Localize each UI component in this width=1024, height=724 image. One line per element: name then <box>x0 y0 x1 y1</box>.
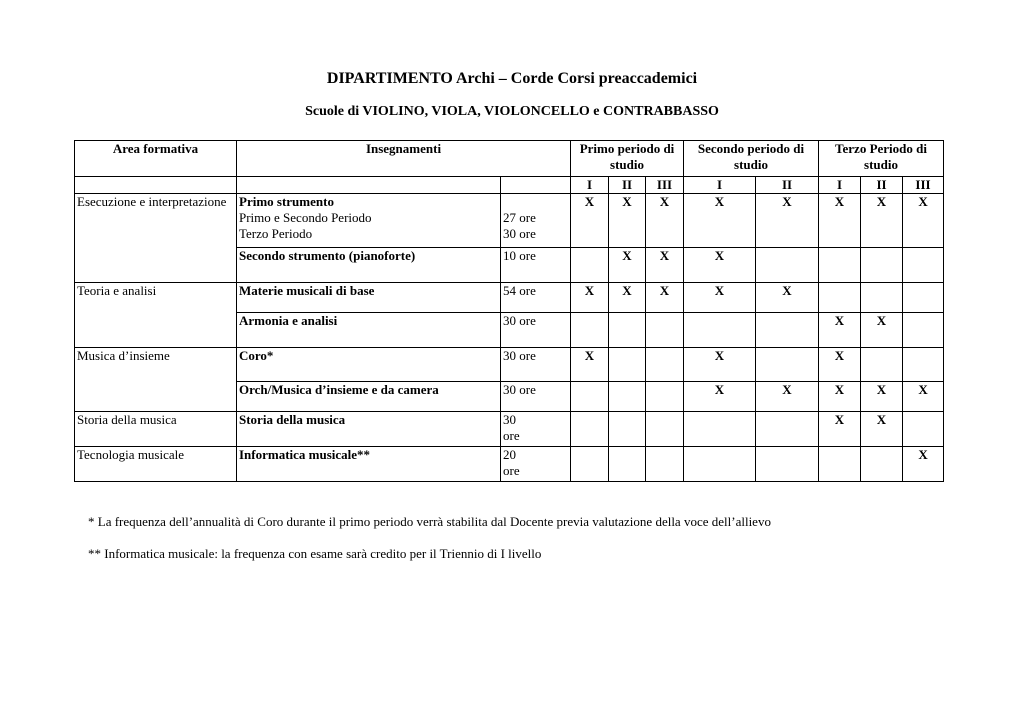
mark-cell <box>756 447 819 482</box>
years-row <box>75 177 944 194</box>
mark-cell <box>756 348 819 382</box>
course-name: Secondo strumento (pianoforte) <box>237 248 501 283</box>
header-insegnamenti: Insegnamenti <box>237 141 571 177</box>
mark-cell: X <box>571 283 609 313</box>
hours-value: 30 ore <box>503 226 536 241</box>
area-esecuzione: Esecuzione e interpretazione <box>75 194 237 283</box>
table-row <box>75 283 944 313</box>
course-sub: Terzo Periodo <box>239 226 313 241</box>
area-teoria: Teoria e analisi <box>75 283 237 348</box>
mark-cell <box>861 248 903 283</box>
mark-cell <box>571 382 609 412</box>
mark-cell: X <box>819 412 861 447</box>
mark-cell: X <box>684 248 756 283</box>
mark-cell <box>819 248 861 283</box>
hours-value: 30 ore <box>501 382 571 412</box>
mark-cell: X <box>861 382 903 412</box>
mark-cell <box>903 283 944 313</box>
hours-value <box>501 412 571 447</box>
mark-cell: X <box>571 348 609 382</box>
hours-text: 30 ore <box>503 412 520 443</box>
mark-cell <box>903 313 944 348</box>
course-name: Armonia e analisi <box>237 313 501 348</box>
mark-cell <box>819 447 861 482</box>
mark-cell: X <box>819 313 861 348</box>
hours-value: 30 ore <box>501 313 571 348</box>
header-area: Area formativa <box>75 141 237 177</box>
mark-cell <box>903 248 944 283</box>
area-musica-insieme: Musica d’insieme <box>75 348 237 412</box>
mark-cell <box>609 447 646 482</box>
course-name: Informatica musicale** <box>237 447 501 482</box>
mark-cell: X <box>684 348 756 382</box>
mark-cell <box>646 447 684 482</box>
mark-cell: X <box>571 194 609 248</box>
mark-cell <box>903 412 944 447</box>
course-name: Orch/Musica d’insieme e da camera <box>237 382 501 412</box>
mark-cell: X <box>861 412 903 447</box>
mark-cell <box>646 313 684 348</box>
mark-cell <box>646 348 684 382</box>
mark-cell <box>571 447 609 482</box>
header-row <box>75 141 944 177</box>
mark-cell: X <box>903 447 944 482</box>
year-label: II <box>861 177 903 194</box>
mark-cell <box>861 348 903 382</box>
header-secondo-periodo: Secondo periodo di studio <box>684 141 819 177</box>
table-row <box>75 412 944 447</box>
mark-cell <box>861 447 903 482</box>
year-label: I <box>819 177 861 194</box>
years-row-blank <box>75 177 237 194</box>
mark-cell <box>756 313 819 348</box>
years-row-blank <box>237 177 501 194</box>
mark-cell <box>609 313 646 348</box>
mark-cell <box>646 382 684 412</box>
footnote-informatica: ** Informatica musicale: la frequenza con esame sarà credito per il Triennio di I livello <box>88 546 542 561</box>
mark-cell: X <box>861 194 903 248</box>
years-row-blank <box>501 177 571 194</box>
mark-cell <box>609 412 646 447</box>
mark-cell <box>609 348 646 382</box>
year-label: III <box>646 177 684 194</box>
mark-cell <box>903 348 944 382</box>
mark-cell: X <box>756 283 819 313</box>
mark-cell: X <box>609 194 646 248</box>
year-label: III <box>903 177 944 194</box>
hours-value: 30 ore <box>501 348 571 382</box>
mark-cell <box>861 283 903 313</box>
year-label: II <box>756 177 819 194</box>
course-sub: Primo e Secondo Periodo <box>239 210 372 225</box>
area-storia: Storia della musica <box>75 412 237 447</box>
area-tecnologia: Tecnologia musicale <box>75 447 237 482</box>
course-name: Coro* <box>237 348 501 382</box>
mark-cell: X <box>861 313 903 348</box>
document-subtitle: Scuole di VIOLINO, VIOLA, VIOLONCELLO e CONTRABBASSO <box>305 104 719 119</box>
mark-cell: X <box>684 382 756 412</box>
mark-cell: X <box>609 248 646 283</box>
hours-value: 10 ore <box>501 248 571 283</box>
mark-cell: X <box>646 194 684 248</box>
course-name: Primo strumento <box>239 194 334 209</box>
hours-text: 20 ore <box>503 447 520 478</box>
mark-cell <box>756 248 819 283</box>
course-name: Materie musicali di base <box>237 283 501 313</box>
mark-cell: X <box>646 248 684 283</box>
header-terzo-periodo: Terzo Periodo di studio <box>819 141 944 177</box>
mark-cell: X <box>819 348 861 382</box>
course-name: Storia della musica <box>237 412 501 447</box>
mark-cell: X <box>609 283 646 313</box>
mark-cell <box>684 313 756 348</box>
mark-cell: X <box>646 283 684 313</box>
mark-cell <box>756 412 819 447</box>
table-row <box>75 447 944 482</box>
mark-cell <box>571 248 609 283</box>
mark-cell: X <box>819 194 861 248</box>
mark-cell <box>646 412 684 447</box>
document-title: DIPARTIMENTO Archi – Corde Corsi preaccademici <box>326 70 698 87</box>
mark-cell: X <box>756 194 819 248</box>
header-primo-periodo: Primo periodo di studio <box>571 141 684 177</box>
course-cell <box>237 194 501 248</box>
hours-value: 27 ore <box>503 210 536 225</box>
mark-cell <box>571 412 609 447</box>
mark-cell <box>684 412 756 447</box>
course-table <box>74 140 944 482</box>
mark-cell: X <box>903 194 944 248</box>
table-row <box>75 194 944 248</box>
footnote-coro: * La frequenza dell’annualità di Coro durante il primo periodo verrà stabilita dal Docente previa valutazione della voce dell’allievo <box>88 514 771 529</box>
year-label: I <box>684 177 756 194</box>
mark-cell <box>571 313 609 348</box>
hours-cell <box>501 194 571 248</box>
hours-value <box>501 447 571 482</box>
mark-cell <box>819 283 861 313</box>
year-label: I <box>571 177 609 194</box>
mark-cell <box>684 447 756 482</box>
mark-cell: X <box>819 382 861 412</box>
year-label: II <box>609 177 646 194</box>
mark-cell: X <box>684 194 756 248</box>
table-row <box>75 348 944 382</box>
mark-cell: X <box>684 283 756 313</box>
mark-cell <box>609 382 646 412</box>
mark-cell: X <box>903 382 944 412</box>
hours-value: 54 ore <box>501 283 571 313</box>
mark-cell: X <box>756 382 819 412</box>
